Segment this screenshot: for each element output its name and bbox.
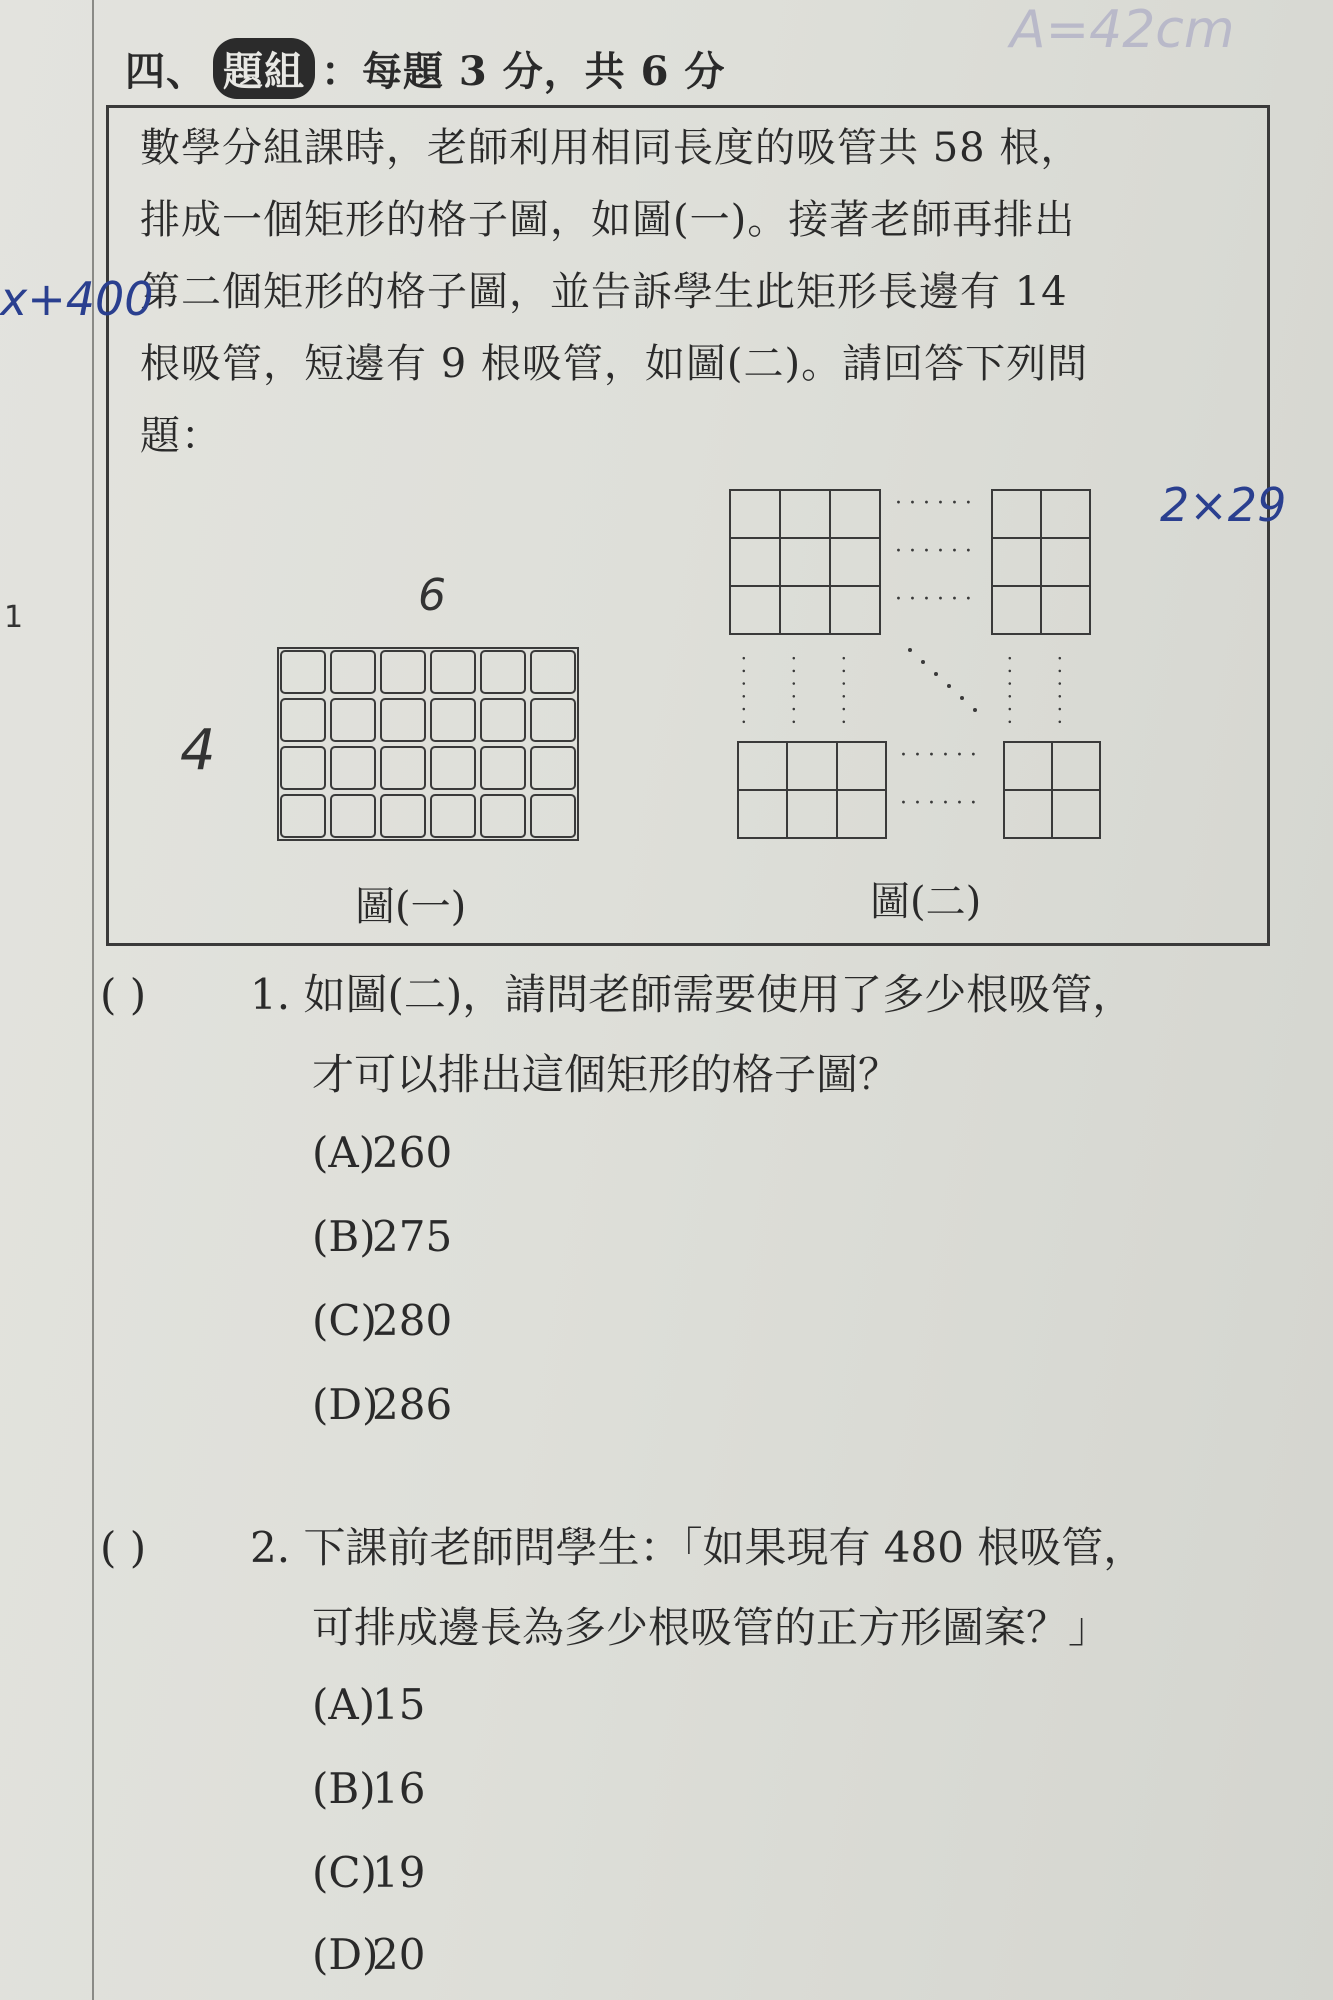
option-c bbox=[312, 1848, 425, 1897]
option-d bbox=[312, 1930, 425, 1979]
problem-line: 題： bbox=[140, 413, 222, 459]
handwritten-width-note: 6 bbox=[418, 570, 446, 621]
figure-1-grid bbox=[270, 640, 590, 845]
svg-text:· · · · · ·: · · · · · · bbox=[895, 491, 972, 516]
grid-cell bbox=[531, 747, 575, 789]
option-value: 15 bbox=[372, 1680, 426, 1729]
section-prefix: 四、 bbox=[125, 48, 207, 95]
figure-2-caption: 圖(二) bbox=[870, 879, 982, 925]
answer-blank[interactable]: ( ) bbox=[100, 1523, 147, 1572]
answer-blank[interactable]: ( ) bbox=[100, 970, 147, 1019]
figure-1-caption: 圖(一) bbox=[355, 884, 467, 930]
svg-text:· · · · · ·: · · · · · · bbox=[895, 539, 972, 564]
option-value: 275 bbox=[372, 1212, 453, 1261]
grid-cell bbox=[331, 795, 375, 837]
grid-cell bbox=[281, 747, 325, 789]
handwritten-area-note: A=42cm bbox=[1010, 0, 1235, 60]
question-text: 下課前老師問學生：「如果現有 480 根吸管， bbox=[303, 1523, 1146, 1572]
section-scoring: ：每題 3 分，共 6 分 bbox=[321, 48, 726, 95]
question-1-continued: 才可以排出這個矩形的格子圖？ bbox=[312, 1050, 901, 1099]
option-label: (D) bbox=[312, 1380, 379, 1429]
grid-cell bbox=[381, 747, 425, 789]
grid-cell bbox=[331, 651, 375, 693]
grid-cell bbox=[281, 651, 325, 693]
svg-text:· · · · · ·: · · · · · · bbox=[832, 655, 856, 725]
grid-cell bbox=[331, 699, 375, 741]
grid-cell bbox=[531, 699, 575, 741]
option-label: (C) bbox=[312, 1296, 377, 1345]
option-d bbox=[312, 1380, 452, 1429]
option-value: 286 bbox=[372, 1380, 453, 1429]
grid-cell bbox=[481, 747, 525, 789]
grid-cell bbox=[331, 747, 375, 789]
grid-cell bbox=[431, 795, 475, 837]
option-label: (C) bbox=[312, 1848, 377, 1897]
option-c bbox=[312, 1296, 452, 1345]
grid-cell bbox=[381, 795, 425, 837]
option-value: 19 bbox=[372, 1848, 426, 1897]
option-value: 16 bbox=[372, 1764, 426, 1813]
grid-cell bbox=[481, 795, 525, 837]
question-2 bbox=[100, 1508, 1145, 1588]
svg-text:· · · · · ·: · · · · · · bbox=[895, 587, 972, 612]
svg-text:· · · · · ·: · · · · · · bbox=[998, 655, 1022, 725]
handwritten-product-note: 2×29 bbox=[1160, 478, 1287, 532]
handwritten-margin-note: x+400 bbox=[0, 272, 154, 326]
option-label: (D) bbox=[312, 1930, 379, 1979]
option-a bbox=[312, 1680, 425, 1729]
svg-text:· · · · · ·: · · · · · · bbox=[1048, 655, 1072, 725]
grid-cell bbox=[531, 651, 575, 693]
problem-line: 排成一個矩形的格子圖，如圖(一)。接著老師再排出 bbox=[140, 197, 1076, 243]
question-1 bbox=[100, 955, 1134, 1035]
handwritten-height-note: 4 bbox=[180, 718, 216, 783]
option-label: (B) bbox=[312, 1212, 376, 1261]
option-b bbox=[312, 1764, 425, 1813]
svg-text:· · · · · ·: · · · · · · bbox=[900, 791, 977, 816]
grid-cell bbox=[531, 795, 575, 837]
problem-line: 第二個矩形的格子圖，並告訴學生此矩形長邊有 14 bbox=[140, 269, 1068, 315]
grid-cell bbox=[431, 747, 475, 789]
question-number: 1. bbox=[250, 970, 291, 1019]
option-b bbox=[312, 1212, 452, 1261]
problem-line: 根吸管，短邊有 9 根吸管，如圖(二)。請回答下列問 bbox=[140, 341, 1089, 387]
option-value: 20 bbox=[372, 1930, 426, 1979]
svg-text:· · · · · ·: · · · · · · bbox=[900, 743, 977, 768]
margin-number: 1 bbox=[4, 600, 24, 635]
grid-outline bbox=[278, 648, 578, 840]
svg-text:· · · · · ·: · · · · · · bbox=[782, 655, 806, 725]
option-label: (B) bbox=[312, 1764, 376, 1813]
figure-2-grid bbox=[720, 480, 1120, 850]
grid-cell bbox=[281, 795, 325, 837]
option-label: (A) bbox=[312, 1128, 376, 1177]
problem-text bbox=[140, 112, 1200, 472]
option-value: 260 bbox=[372, 1128, 453, 1177]
grid-cell bbox=[281, 699, 325, 741]
option-value: 280 bbox=[372, 1296, 453, 1345]
grid-cell bbox=[381, 699, 425, 741]
grid-cell bbox=[481, 651, 525, 693]
section-badge: 題組 bbox=[213, 38, 315, 99]
question-number: 2. bbox=[250, 1523, 291, 1572]
grid-cell bbox=[431, 699, 475, 741]
grid-cell bbox=[431, 651, 475, 693]
problem-line: 數學分組課時，老師利用相同長度的吸管共 58 根， bbox=[140, 125, 1082, 171]
question-text: 如圖(二)，請問老師需要使用了多少根吸管， bbox=[303, 970, 1135, 1019]
grid-cell bbox=[481, 699, 525, 741]
question-2-continued: 可排成邊長為多少根吸管的正方形圖案？」 bbox=[312, 1603, 1111, 1652]
grid-cell bbox=[381, 651, 425, 693]
option-a bbox=[312, 1128, 452, 1177]
svg-text:· · · · · ·: · · · · · · bbox=[732, 655, 756, 725]
option-label: (A) bbox=[312, 1680, 376, 1729]
section-header bbox=[125, 38, 725, 99]
